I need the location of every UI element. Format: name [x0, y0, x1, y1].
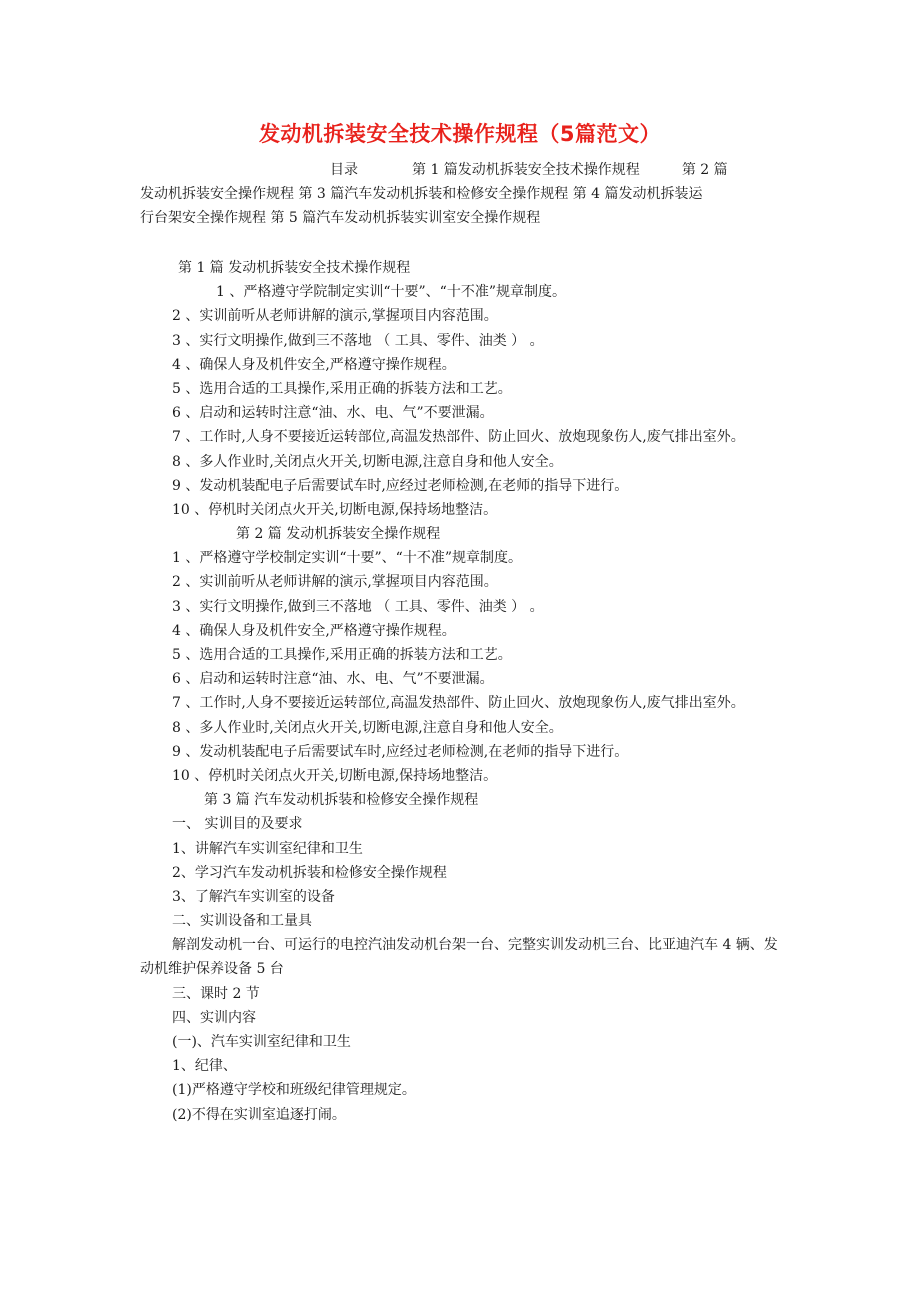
body-line: 2、学习汽车发动机拆装和检修安全操作规程	[172, 864, 447, 881]
document-body	[140, 256, 782, 1127]
body-line: 8 、多人作业时,关闭点火开关,切断电源,注意自身和他人安全。	[172, 719, 563, 736]
body-line: 1、讲解汽车实训室纪律和卫生	[172, 840, 363, 857]
toc-label: 目录	[330, 162, 358, 178]
body-line: 第 3 篇 汽车发动机拆装和检修安全操作规程	[204, 792, 479, 809]
body-line: 2 、实训前听从老师讲解的演示,掌握项目内容范围。	[172, 574, 498, 591]
body-line: 8 、多人作业时,关闭点火开关,切断电源,注意自身和他人安全。	[172, 453, 563, 470]
body-line: 9 、发动机装配电子后需要试车时,应经过老师检测,在老师的指导下进行。	[172, 743, 629, 760]
body-line: 四、实训内容	[172, 1009, 256, 1026]
body-line: (1)严格遵守学校和班级纪律管理规定。	[172, 1082, 416, 1099]
toc-row-3: 行台架安全操作规程 第 5 篇汽车发动机拆装实训室安全操作规程	[140, 210, 541, 226]
body-line: 第 1 篇 发动机拆装安全技术操作规程	[178, 260, 411, 276]
body-line: 5 、选用合适的工具操作,采用正确的拆装方法和工艺。	[172, 380, 512, 397]
body-line: (一)、汽车实训室纪律和卫生	[172, 1034, 351, 1051]
body-line: 9 、发动机装配电子后需要试车时,应经过老师检测,在老师的指导下进行。	[172, 477, 629, 494]
body-line: 第 2 篇 发动机拆装安全操作规程	[236, 526, 441, 543]
body-line: 6 、启动和运转时注意“油、水、电、气”不要泄漏。	[172, 671, 494, 688]
toc-item-1: 第 1 篇发动机拆装安全技术操作规程	[412, 162, 640, 178]
body-line: 1 、严格遵守学院制定实训“十要”、“十不准”规章制度。	[216, 284, 566, 301]
body-line: 7 、工作时,人身不要接近运转部位,高温发热部件、防止回火、放炮现象伤人,废气排出室外。	[172, 429, 745, 446]
toc-row-1	[140, 158, 782, 182]
document-title: 发动机拆装安全技术操作规程（5篇范文）	[258, 122, 662, 146]
body-line: 4 、确保人身及机件安全,严格遵守操作规程。	[172, 356, 456, 373]
body-line: 7 、工作时,人身不要接近运转部位,高温发热部件、防止回火、放炮现象伤人,废气排出室外。	[172, 695, 745, 712]
body-line: 三、课时 2 节	[172, 985, 260, 1002]
body-line: 2 、实训前听从老师讲解的演示,掌握项目内容范围。	[172, 308, 498, 325]
body-line: 3、了解汽车实训室的设备	[172, 888, 335, 905]
body-line: 10 、停机时关闭点火开关,切断电源,保持场地整洁。	[172, 501, 498, 518]
body-line: 1 、严格遵守学校制定实训“十要”、“十不准”规章制度。	[172, 550, 522, 567]
body-line: 二、实训设备和工量具	[172, 913, 312, 930]
body-line: 5 、选用合适的工具操作,采用正确的拆装方法和工艺。	[172, 647, 512, 664]
body-line: 6 、启动和运转时注意“油、水、电、气”不要泄漏。	[172, 405, 494, 422]
table-of-contents	[140, 158, 782, 230]
body-line: 4 、确保人身及机件安全,严格遵守操作规程。	[172, 622, 456, 639]
body-line: 3 、实行文明操作,做到三不落地 （ 工具、零件、油类 ） 。	[172, 332, 544, 349]
toc-item-2-start: 第 2 篇	[681, 162, 728, 178]
body-line: 一、 实训目的及要求	[172, 816, 303, 833]
toc-row-2: 发动机拆装安全操作规程 第 3 篇汽车发动机拆装和检修安全操作规程 第 4 篇发动机拆装运	[140, 186, 703, 202]
body-line: 解剖发动机一台、可运行的电控汽油发动机台架一台、完整实训发动机三台、比亚迪汽车 4 辆、发动机维护保养设备 5 台	[140, 937, 778, 978]
body-line: 10 、停机时关闭点火开关,切断电源,保持场地整洁。	[172, 767, 498, 784]
body-line: 3 、实行文明操作,做到三不落地 （ 工具、零件、油类 ） 。	[172, 598, 544, 615]
body-line: (2)不得在实训室追逐打闹。	[172, 1106, 346, 1123]
body-line: 1、纪律、	[172, 1058, 237, 1075]
